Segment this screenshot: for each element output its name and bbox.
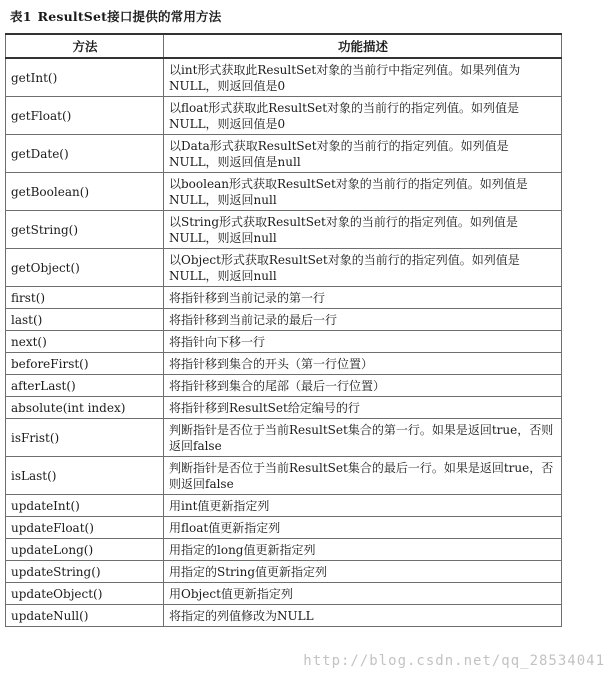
- description-cell: 将指针移到集合的开头（第一行位置）: [164, 353, 562, 375]
- method-cell: absolute(int index): [6, 397, 164, 419]
- table-row: [6, 97, 562, 135]
- description-cell: 以float形式获取此ResultSet对象的当前行的指定列值。如列值是NULL，则返回值是0: [164, 97, 562, 135]
- description-cell: 用Object值更新指定列: [164, 583, 562, 605]
- method-cell: updateLong(): [6, 539, 164, 561]
- description-cell: 将指定的列值修改为NULL: [164, 605, 562, 627]
- method-cell: updateFloat(): [6, 517, 164, 539]
- resultset-methods-table: [5, 33, 562, 627]
- table-row: [6, 495, 562, 517]
- method-cell: last(): [6, 309, 164, 331]
- description-cell: 以boolean形式获取ResultSet对象的当前行的指定列值。如列值是NULL，则返回null: [164, 173, 562, 211]
- description-cell: 将指针移到集合的尾部（最后一行位置）: [164, 375, 562, 397]
- table-number: 表1: [10, 9, 32, 24]
- method-cell: getDate(): [6, 135, 164, 173]
- method-cell: beforeFirst(): [6, 353, 164, 375]
- table-row: [6, 561, 562, 583]
- description-cell: 以Object形式获取ResultSet对象的当前行的指定列值。如列值是NULL，则返回null: [164, 249, 562, 287]
- description-cell: 将指针移到当前记录的最后一行: [164, 309, 562, 331]
- description-cell: 将指针向下移一行: [164, 331, 562, 353]
- table-row: [6, 583, 562, 605]
- table-header-row: [6, 34, 562, 58]
- description-cell: 判断指针是否位于当前ResultSet集合的第一行。如果是返回true，否则返回false: [164, 419, 562, 457]
- table-row: [6, 287, 562, 309]
- table-title: ResultSet接口提供的常用方法: [37, 9, 222, 24]
- table-row: [6, 309, 562, 331]
- description-cell: 用指定的long值更新指定列: [164, 539, 562, 561]
- watermark-url: http://blog.csdn.net/qq_28534041: [303, 653, 605, 669]
- description-cell: 以Data形式获取ResultSet对象的当前行的指定列值。如列值是NULL，则返回值是null: [164, 135, 562, 173]
- table-row: [6, 58, 562, 97]
- table-row: [6, 135, 562, 173]
- method-cell: next(): [6, 331, 164, 353]
- table-row: [6, 331, 562, 353]
- method-cell: afterLast(): [6, 375, 164, 397]
- table-row: [6, 375, 562, 397]
- table-row: [6, 457, 562, 495]
- table-row: [6, 605, 562, 627]
- description-cell: 将指针移到ResultSet给定编号的行: [164, 397, 562, 419]
- method-cell: getFloat(): [6, 97, 164, 135]
- table-row: [6, 353, 562, 375]
- table-row: [6, 173, 562, 211]
- method-cell: updateInt(): [6, 495, 164, 517]
- table-row: [6, 249, 562, 287]
- description-cell: 将指针移到当前记录的第一行: [164, 287, 562, 309]
- method-cell: getObject(): [6, 249, 164, 287]
- table-row: [6, 517, 562, 539]
- method-cell: updateString(): [6, 561, 164, 583]
- table-caption: [10, 7, 221, 25]
- header-description: 功能描述: [164, 34, 562, 58]
- method-cell: isLast(): [6, 457, 164, 495]
- description-cell: 用指定的String值更新指定列: [164, 561, 562, 583]
- method-cell: first(): [6, 287, 164, 309]
- method-cell: updateNull(): [6, 605, 164, 627]
- header-method: 方法: [6, 34, 164, 58]
- method-cell: getInt(): [6, 58, 164, 97]
- method-cell: getBoolean(): [6, 173, 164, 211]
- table-row: [6, 419, 562, 457]
- description-cell: 以int形式获取此ResultSet对象的当前行中指定列值。如果列值为NULL，则返回值是0: [164, 58, 562, 97]
- method-cell: getString(): [6, 211, 164, 249]
- method-cell: updateObject(): [6, 583, 164, 605]
- table-row: [6, 397, 562, 419]
- table-row: [6, 539, 562, 561]
- table-row: [6, 211, 562, 249]
- method-cell: isFrist(): [6, 419, 164, 457]
- description-cell: 判断指针是否位于当前ResultSet集合的最后一行。如果是返回true，否则返回false: [164, 457, 562, 495]
- description-cell: 以String形式获取ResultSet对象的当前行的指定列值。如列值是NULL，则返回null: [164, 211, 562, 249]
- description-cell: 用int值更新指定列: [164, 495, 562, 517]
- description-cell: 用float值更新指定列: [164, 517, 562, 539]
